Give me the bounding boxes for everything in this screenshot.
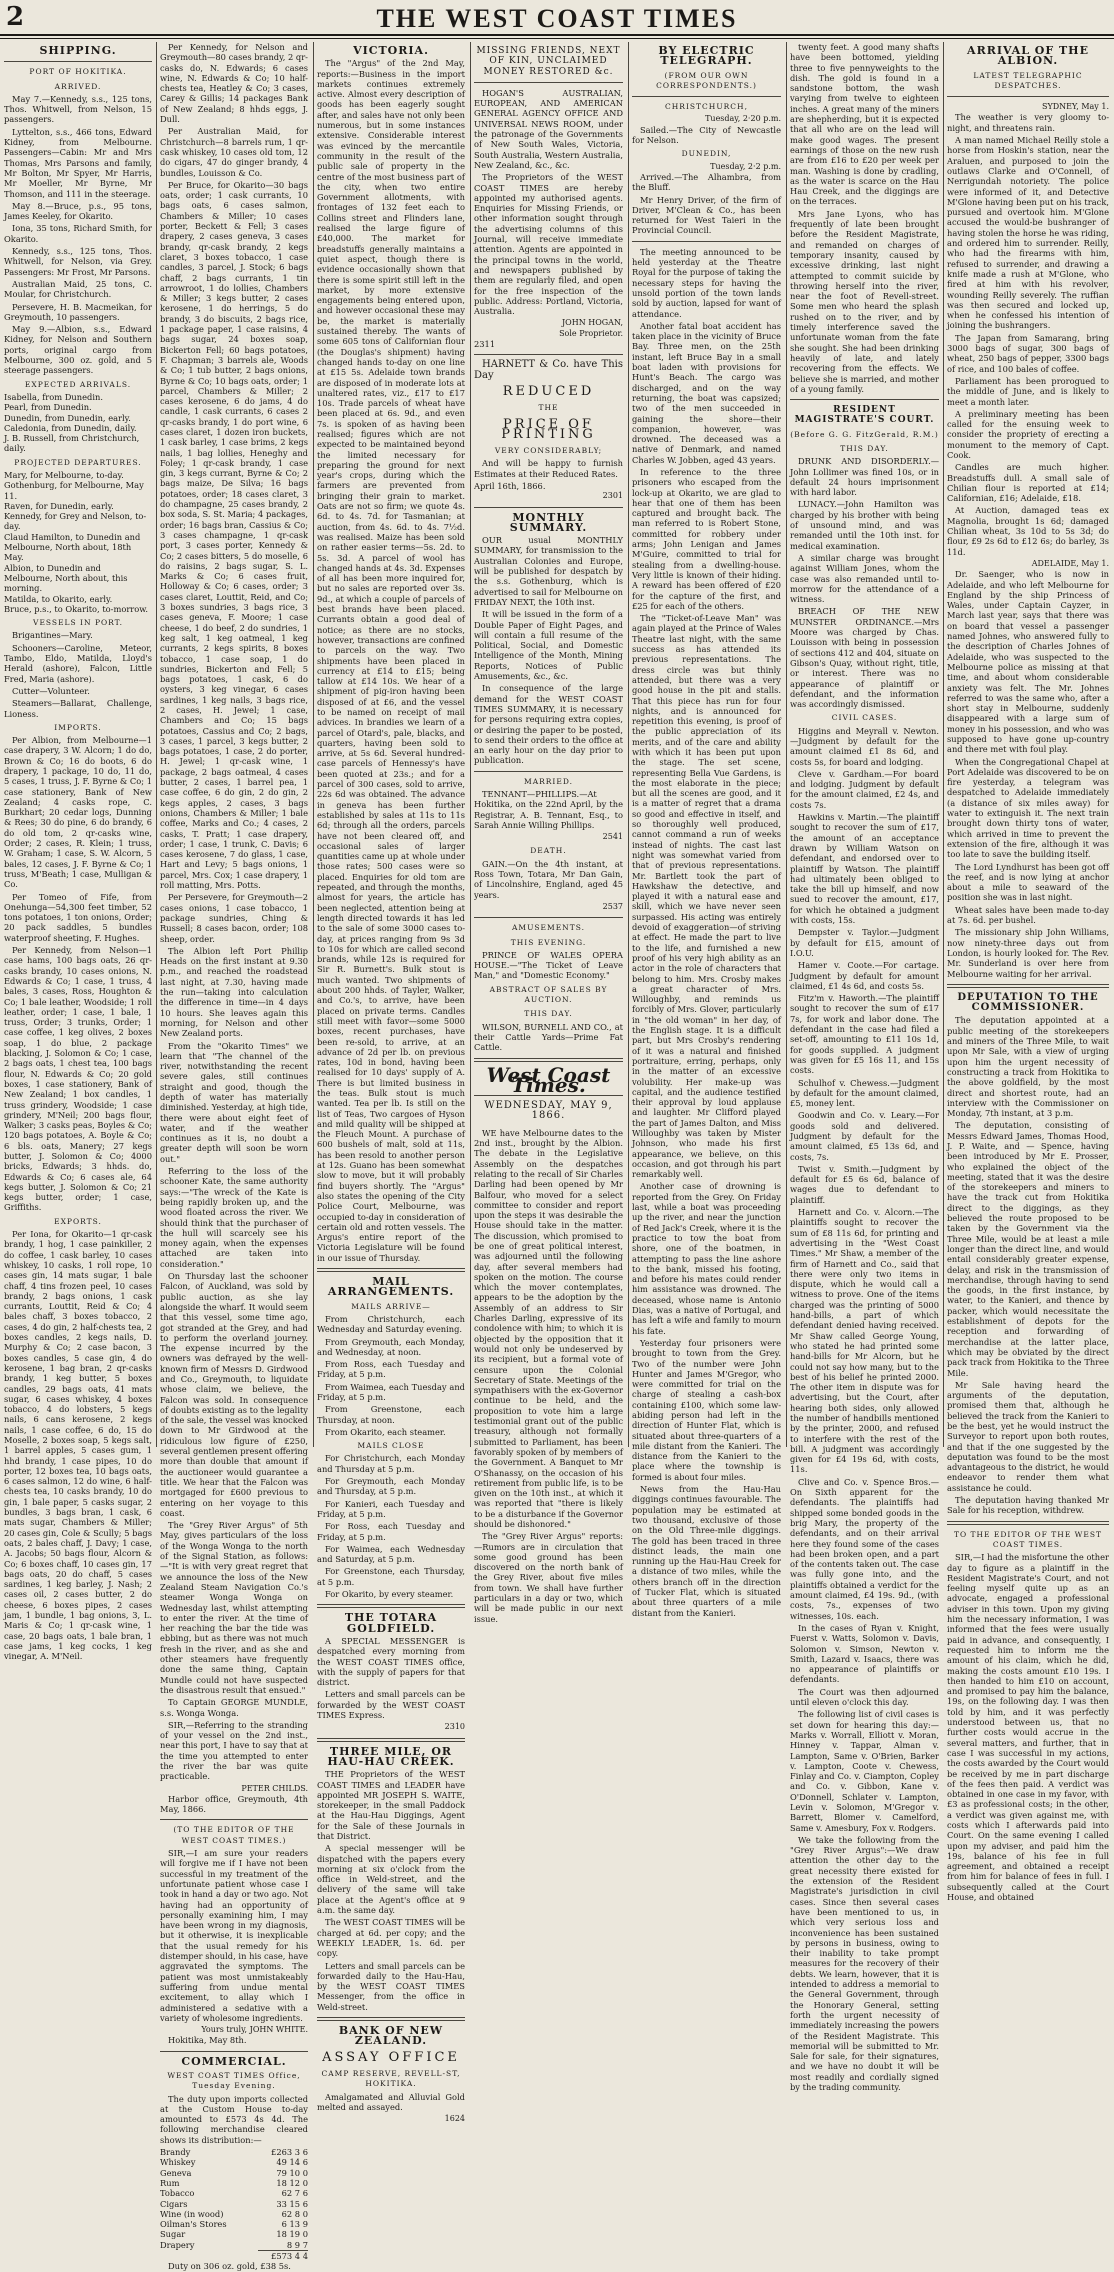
shipping-entry: Australian Maid, 25 tons, C. Moular, for Christchurch. — [4, 278, 152, 300]
column-rule — [786, 42, 787, 1447]
shipping-heading: SHIPPING. — [39, 44, 117, 57]
masthead — [0, 0, 1114, 36]
sales-text: WILSON, BURNELL AND CO., at their Cattle Yards—Prime Fat Cattle. — [474, 1021, 623, 1053]
port-heading: PORT OF HOKITIKA. — [29, 67, 127, 77]
albion-heading: ARRIVAL OF THE ALBION. — [967, 44, 1089, 68]
death-text: GAIN.—On the 4th instant, at Ross Town, Totara, Mr Dan Gain, of Lincolnshire, England, aged 45 years. — [474, 858, 623, 900]
list-item: For Waimea, each Wednesday and Saturday, at 5 p.m. — [317, 1543, 465, 1565]
court-case: Schulhof v. Chewess.—Judgment by default for the amount claimed, £5, money lent. — [790, 1077, 939, 1109]
imports-text: Per Tomeo of Fife, from Onehunga—54,300 feet timber, 52 tons potatoes, 1 ton onions, Order; 20 pack saddles, 5 bundles waterproof sheeting, F. Hughes. — [4, 891, 152, 943]
court-heading: RESIDENT MAGISTRATE'S COURT. — [794, 405, 935, 426]
list-item: Kennedy, for Grey and Nelson, to-day. — [4, 511, 147, 532]
news-paragraph: Another case of drowning is reported from the Grey. On Friday last, while a boat was proceeding up the river, and near the junction of Red Jack's Creek, where it is the practice to tow the boat from shore, one of the boatmen, in attempting to pass the line ashore to the bank, missed his footing, and before his mates could render him assistance was drowned. The deceased, whose name is Antonio Dias, was a native of Portugal, and has left a wife and family to mourn his fate. — [632, 1181, 781, 1336]
list-item: Matilda, to Okarito, early. — [4, 593, 113, 604]
item-amount: 18 19 0 — [276, 2229, 308, 2240]
victoria-text: The "Argus" of the 2nd May, reports:—Business in the import markets continues extremely active. Almost every description of goods has been eagerly sought after, and sales have not only been numerous, but in some instances extensive. Considerable interest was evinced by the mercantile community in the result of the public sale of property in the centre of the most business part of the city, when two entire Government allotments, with frontages of 132 feet each to Collins street and Flinders lane, realised the large figure of £40,000. The market for breadstuffs generally maintains a quiet aspect, though there is evidence occasionally shown that there is some spirit still left in the market, by more extensive engagements being entered upon, and however occasional these may be, the market is materially sustained thereby. The wants of some 605 tons of Californian flour (the Douglas's shipment) having changed hands to-day on one line at £15 5s. Adelaide town brands are disposed of in moderate lots at unaltered rates, viz., £17 to £17 10s. Trade parcels of wheat have been placed at 6s. 9d., and even 7s. is spoken of as having been realised; figures which are not expected to be maintained beyond the limited necessary for preparing the ground for next year's crops, during which the farmers are prevented from bringing their grain to market. Oats are not so firm; we quote 4s. 6d. to 4s. 7d. for Tasmanian; at auction, from 4s. 6d. to 4s. 7½d. was realised. Maize has been sold on rather easier terms—5s. 2d. to 5s. 3d. A parcel of wool has changed hands at 4s. 3d. Expenses of all has been more inquired for, but no sales are reported over 3s. 9d., at which a couple of parcels of best brands have been placed. Currants obtain a good deal of notice; as there are no stocks, however, transactions are confined to parcels on the way. Two shipments have been placed in currency at £14 to £15; being tallow at £14 10s. We hear of a shipment of pig-iron having been disposed of at £6, and the vessel to be named on receipt of mail advices. In brandies we learn of a parcel of Otard's, pale, blacks, and quarters, having been sold to arrive, at 5s 6d. Several hundred-case parcels of Hennessy's have been quoted at 23s.; and for a parcel of 300 cases, sold to arrive, 22s 6d was obtained. The advance in geneva has been further established by sales at 11s to 11s 6d; through all the orders, parcels have not been cleared off, and occasional sales of larger quantities came up at whole under those rates; 500 cases were so placed. Enquiries for old tom are repeated, and through the months, almost for years, the article has been neglected, attention being at length directed towards it has led to the sale of some 3000 cases to-day, at prices ranging from 9s 3d to 10s for which are called second brands, while 12s is required for Sir R. Burnett's. Bulk stout is much wanted. Two shipments of about 200 hhds. of Tayler, Walker, and Co.'s, to arrive, have been placed on private terms. Candles still meet with favor—some 5000 boxes, recent purchases, have been re-sold, to arrive, at an advance of 2d per lb. on previous rates, 10d in bond, having been realised for 10 days' supply of A. There is but limited business in the teas. Bulk stout is much wanted. Tea per lb. Is still on the list of Teas, Two cargoes of Hyson and mild quality will be shipped at the Fleuch Mount. A purchase of 600 bushels of malt, sold at 11s, has been resold to another person at 12s. Guano has been somewhat slow to move, but it will probably find buyers shortly. The "Argus" also states the opening of the City Police Court, Melbourne, was occupied to-day in consideration of certain old and rotten vessels. The Argus's entire report of the Victoria Legislature will be found in our issue of Thursday. — [317, 58, 465, 1263]
item-amount: 49 14 6 — [276, 2157, 308, 2168]
exports-text: Per Australian Maid, for Christchurch—8 barrels rum, 1 qr-cask whiskey, 10 cases old tom, 12 do cigars, 47 do ginger brandy, 4 bundles, Louisson & Co. — [160, 126, 308, 178]
letter-place: Harbor office, Greymouth, 4th May, 1866. — [160, 1793, 308, 1815]
divider — [947, 1521, 1109, 1525]
victoria-heading: VICTORIA. — [353, 44, 429, 57]
divider — [474, 82, 623, 83]
divider — [474, 917, 623, 918]
news-paragraph: The weather is very gloomy to-night, and threatens rain. — [947, 112, 1109, 133]
table-row — [160, 2240, 308, 2251]
column-rule — [943, 42, 944, 1447]
total-amount: £573 4 4 — [258, 2251, 308, 2262]
column-rule — [156, 42, 157, 1447]
divider — [474, 1058, 623, 1062]
ad-code: 1624 — [444, 2114, 465, 2124]
news-paragraph: From the "Okarito Times" we learn that "The channel of the river, notwithstanding the recent severe gales, still continues straight and good, though the depth of water has materially diminished. Yesterday, at high tide, there were about eight feet of water, and if the weather continues as it is, no doubt a greater depth will soon be worn out." — [160, 1040, 308, 1164]
harnett-text: And will be happy to furnish Estimates at their Reduced Rates. — [474, 458, 623, 479]
news-paragraph: The Japan from Samarang, bring 3000 bags of sugar, 300 bags of wheat, 250 bags of pepper, 3300 bags of rice, and 100 bales of coffee. — [947, 332, 1109, 374]
column-rule — [313, 42, 314, 1447]
editor-heading: (TO THE EDITOR OF THE WEST COAST TIMES.) — [173, 1825, 295, 1845]
exports-heading: EXPORTS. — [54, 1216, 102, 1226]
mail-heading: MAIL ARRANGEMENTS. — [327, 1275, 455, 1299]
totara-heading: THE TOTARA GOLDFIELD. — [344, 1611, 438, 1635]
telegraph-time: Tuesday, 2·20 p.m. — [705, 114, 781, 124]
mails-close-heading: MAILS CLOSE — [357, 1441, 425, 1451]
news-paragraph: The Lord Lyndhurst has been got off the reef, and is now lying at anchor about a mile to seaward of the position she was in last night. — [947, 861, 1109, 903]
column-rule — [470, 42, 471, 1447]
court-case: Fitz'm v. Haworth.—The plaintiff sought to recover the sum of £17 7s, for work and labor done. The defendant in the case had filed a set-off, amounting to £11 10s 1d, for goods supplied. A judgment was given for £5 16s 11, and 15s costs. — [790, 993, 939, 1076]
exports-text: Per Persevere, for Greymouth—2 cases onions, 1 case tobacco, 1 package sundries, Ching & Russell; 8 cases bacon, order; 108 sheep, order. — [160, 892, 308, 944]
shipping-entry: Kennedy, s.s., 125 tons, Thos. Whitwell, for Nelson, via Grey. Passengers: Mr Frost, Mr Parsons. — [4, 246, 152, 277]
list-item: J. B. Russell, from Christchurch, daily. — [4, 433, 140, 454]
news-paragraph: The deputation having thanked Mr Sale for his reception, withdrew. — [947, 1495, 1109, 1516]
news-paragraph: News from the Hau-Hau diggings continues favourable. The population may be estimated at two thousand, exclusive of those on the Old Three-mile diggings. The gold has been traced in three distinct leads, the main one running up the Hau-Hau Creek for a distance of two miles, while the others branch off in the direction of Tucker Flat, which is situated about three quarters of a mile distant from the Kanieri. — [632, 1484, 781, 1618]
list-item: From Greenstone, each Thursday, at noon. — [317, 1404, 465, 1425]
court-case: Clive and Co. v. Spence Bros.—On Sixth apparent for the defendants. The plaintiffs had shipped some bonded goods in the brig Mary, the property of the defendants, and on their arrival here they found some of the cases had been broken open, and a part of the contents taken out. The case was fully gone into, and the plaintiffs obtained a verdict for the amount claimed, £4 19s. 9d., (with costs, 7s., expenses of two witnesses, 10s. each. — [790, 1476, 939, 1621]
married-text: TENNANT—PHILLIPS.—At Hokitika, on the 22nd April, by the Registrar, A. B. Tennant, Esq., to Sarah Annie Willing Phillips. — [474, 789, 623, 830]
paper-title: West Coast Times. — [486, 1062, 611, 1097]
divider — [160, 2051, 308, 2052]
news-paragraph: Wheat sales have been made to-day at 7s. 6d. per bushel. — [947, 904, 1109, 926]
item-amount: 79 10 0 — [276, 2167, 308, 2178]
news-paragraph: A man named Michael Reilly stole a horse from Hoskin's station, near the Araluen, and purposed to join the outlaws Clarke and O'Connell, of Nerrigundah notoriety. The police were informed of it, and Detective M'Glone having been put on his track, pursued and overtook him. M'Glone accused the would-be bushranger of having stolen the horse he was riding, and ordered him to surrender. Reilly, who had the firearms with him, refused to surrender, and drawing a knife made a rush at M'Glone, who fired at him with his revolver, wounding Reilly severely. The ruffian was then secured and locked up, when he confessed his intention of joining the bushrangers. — [947, 135, 1109, 331]
list-item: Bruce, p.s., to Okarito, to-morrow. — [4, 603, 149, 614]
court-case: A similar charge was brought against William Jones, whom the case was also remanded until to-morrow for the attendance of a witness. — [790, 552, 939, 605]
ad-code: 2537 — [602, 901, 623, 911]
totara-text: A SPECIAL MESSENGER is despatched every morning from the WEST COAST TIMES office, with the supply of papers for that district. — [317, 1635, 465, 1688]
leader-text: WE have Melbourne dates to the 2nd inst., brought by the Albion. The debate in the Legislative Assembly on the despatches relating to the recall of Sir Charles Darling had been opened by Mr Balfour, who moved for a select committee to consider and report upon the steps it was desirable the House should take in the matter. The discussion, which promised to be one of great political interest, was adjourned until the following day, after several members had spoken on the motion. The course which the mover contemplates, appears to be the adoption by the Assembly of an address to Sir Charles Darling, expressive of its condolence with him; to which it is objected by the opposition that it would not only be undeserved by its recipient, but a formal vote of censure upon the Colonial Secretary of State. Meetings of the sympathisers with the ex-Governor continue to be held, and the proposition to vote him a large testimonial grant out of the public treasury, although not formally submitted to Parliament, has been favorably spoken of by members of the Government. A Banquet to Mr O'Shanassy, on the occasion of his retirement from public life, is to be given on the 10th inst., at which it was reported that "there is likely to be a disturbance if the Governor should be dishonored." — [474, 1127, 623, 1529]
court-day: THIS DAY. — [840, 443, 889, 453]
divider — [947, 96, 1109, 97]
item-name: Whiskey — [160, 2157, 196, 2168]
telegraph-time: Tuesday, 2·2 p.m. — [710, 161, 781, 171]
ad-code: 2301 — [602, 491, 623, 501]
news-paragraph: Mr Sale having heard the arguments of the deputation, promised them that, although he believed the track from the Kanieri to be the best, yet he would instruct the Surveyor to report upon both routes, and that if the one suggested by the deputation was found to be the most advantageous to the district, he would endeavor to render them what assistance he could. — [947, 1379, 1109, 1493]
news-paragraph: The "Ticket-of-Leave Man" was again played at the Prince of Wales Theatre last night, with the same success as has attended its previous representations. The dress circle was but thinly attended, but there was a very good house in the pit and stalls. That this piece has run for four nights, and is announced for repetition this evening, is proof of the public appreciation of its merits, and of the care and ability with which it has been put upon the stage. The set scene, representing Bella Vue Gardens, is the most elaborate in the piece; but all the scenes are good, and it is a matter of regret that a drama so good and effective in itself, and so thoroughly well produced, cannot command a run of weeks instead of nights. The cast last night was somewhat varied from that of previous representations. Mr. Bartlett took the part of Hawkshaw the detective, and played it with a natural ease and skill, which we have never seen surpassed. His acting was entirely devoid of exaggeration—of striving at effect. He made the part to live to the life, and furnished a new proof of his very high ability as an actor in the role of characters that belong to him. Mrs. Crosby makes a great character of Mrs. Willoughby, and reminds us forcibly of Mrs. Glover, particularly in "the old woman" in her day, of the English stage. It is a difficult part, but Mrs Crosby's rendering of it was a natural and finished portraiture, erring, perhaps, only in the matter of an excessive volubility. Her make-up was capital, and the audience testified their approval by loud applause and laughter. Mr Clifford played the part of James Dalton, and Miss Willoughby was taken by Mister Johnson, who made his first appearance, we believe, on this occasion, and got through his part remarkably well. — [632, 613, 781, 1180]
table-row — [160, 2178, 308, 2188]
column-4 — [474, 42, 623, 1624]
item-name: Sugar — [160, 2229, 186, 2240]
deputation-heading: DEPUTATION TO THE COMMISSIONER. — [957, 991, 1099, 1014]
newspaper-title: THE WEST COAST TIMES — [376, 4, 738, 33]
divider — [947, 984, 1109, 988]
news-paragraph: The Albion left Port Phillip Heads on the first instant at 9.30 p.m., and reached the roadstead last night, at 7.30, having made the run—taking into calculation the difference in time—in 4 days 10 hours. She leaves again this morning, for Nelson and other New Zealand ports. — [160, 945, 308, 1039]
imports-text: Per Albion, from Melbourne—1 case drapery, 3 W. Alcorn; 1 do do, Brown & Co; 16 do boots, 6 do drapery, 1 package, 10 do, 11 do, 5 cases, 1 truss, J. F. Byrne & Co; 1 case stationery, Bank of New Zealand; 4 casks rope, C. Burkhart; 20 cedar logs, Dunning & Rees; 30 do pine, 6 do brandy, 6 do old tom, 2 qr-casks wine, Order; 2 cases, R. Klein; 1 truss, W. Graham; 1 case, S. W. Alcorn, 5 bales, 12 cases, J. F. Byrne & Co; 1 truss, M'Beath; 1 case, Mulligan & Co. — [4, 735, 152, 890]
item-name: Rum — [160, 2177, 180, 2188]
court-case: Twist v. Smith.—Judgment by default for £5 6s 6d, balance of wages due to defendant to plaintiff. — [790, 1163, 939, 1205]
shipping-entry: Iona, 35 tons, Richard Smith, for Okarito. — [4, 223, 152, 244]
table-row — [160, 2209, 308, 2219]
list-item: Cutter—Volunteer. — [12, 685, 90, 696]
commercial-heading: COMMERCIAL. — [181, 2054, 287, 2068]
court-before: (Before G. G. FitzGerald, R.M.) — [790, 429, 939, 439]
news-paragraph: Parliament has been prorogued to the middle of June, and is likely to meet a month later. — [947, 375, 1109, 407]
three-mile-heading: THREE MILE, OR HAU-HAU CREEK. — [327, 1744, 455, 1768]
issue-date: WEDNESDAY, MAY 9, 1866. — [484, 1100, 613, 1122]
news-paragraph: The meeting announced to be held yesterday at the Theatre Royal for the purpose of taking the necessary steps for having the unsold portion of the town lands sold by auction, lapsed for want of attendance. — [632, 246, 781, 319]
list-item: For Okarito, by every steamer. — [325, 1589, 454, 1600]
table-row — [160, 2219, 308, 2229]
page-number: 2 — [6, 2, 25, 32]
table-row — [160, 2229, 308, 2239]
in-port-heading: VESSELS IN PORT. — [33, 618, 123, 628]
totara-text: Letters and small parcels can be forwarded by the WEST COAST TIMES Express. — [317, 1689, 465, 1721]
news-paragraph: On Thursday last the schooner Falcon, of Auckland, was sold by public auction, as she lay alongside the wharf. It would seem that this vessel, some time ago, got stranded at the Grey, and had to perform the overland journey. The expense incurred by the owners was defrayed by the well-known firm of Messrs D. Girdwood and Co., Greymouth, to liquidate whose claim, we believe, the Falcon was sold. In consequence of doubts existing as to the legality of the sale, the vessel was knocked down to Mr Girdwood at the ridiculous low figure of £250, several gentlemen present offering more than double that amount if the auctioneer would guarantee a title. We hear that the Falcon was mortgaged for £600 previous to entering on her voyage to this coast. — [160, 1271, 308, 1518]
telegraph-text: Arrived.—The Alhambra, from the Bluff. — [632, 171, 781, 193]
court-case: The Court was then adjourned until eleven o'clock this day. — [790, 1686, 939, 1708]
court-case: Hawkins v. Martin.—The plaintiff sought to recover the sum of £17, the amount of an acceptance drawn by William Watson on defendant, and endorsed over to plaintiff by Watson. The plaintiff had ultimately been obliged to take the bill up himself, and now sued to recover the amount, £17, for which he obtained a judgment with costs, 15s. — [790, 812, 939, 926]
telegraph-sub: (FROM OUR OWN CORRESPONDENTS.) — [656, 70, 757, 90]
table-row — [160, 2199, 308, 2209]
divider — [160, 1819, 308, 1820]
duty-table — [160, 2147, 308, 2261]
hogan-text: The Proprietors of the WEST COAST TIMES are hereby appointed my authorised agents. Enquiries for Missing Friends, or other information sought through the advertising columns of this Journal, will receive immediate attention. Agents are appointed in the principal towns in the world, and newspapers published by them are regularly filed, and open for the free inspection of the public. Address: Portland, Victoria, Australia. — [474, 172, 623, 317]
harnett-lead: HARNETT & Co. have This Day — [474, 359, 623, 381]
harnett-the: THE — [538, 403, 559, 413]
bank-heading: BANK OF NEW ZEALAND. — [338, 2024, 444, 2048]
news-paragraph: In reference to the three prisoners who escaped from the lock-up at Okarito, we are glad to hear that one of them has been captured and brought back. The man referred to is Robert Stone, committed for robbery under arms; John Lenigan and James M'Guire, committed to trial for stealing from a dwelling-house. Very little is known of their hiding. A reward has been offered of £20 for the capture of the first, and £25 for each of the others. — [632, 466, 781, 611]
item-name: Wine (in wood) — [160, 2208, 224, 2219]
table-row — [160, 2168, 308, 2178]
column-3 — [317, 42, 465, 2124]
summary-heading: MONTHLY SUMMARY. — [509, 510, 588, 534]
expected-heading: EXPECTED ARRIVALS. — [24, 379, 132, 389]
list-item: From Christchurch, each Wednesday and Saturday evening. — [317, 1313, 465, 1335]
news-paragraph: Dr. Saenger, who is now in Adelaide, and who left Melbourne for England by the ship Princess of Wales, under Captain Cayzer, in March last year, says that there was on board that vessel a passenger named Johnes, who answered fully to the description of Charles Johnes of Adelaide, who was suspected to the Melbourne police as missing at that time, and about whom considerable anxiety was felt. The Mr. Johnes referred to was the same who, after a short stay in Melbourne, suddenly disappeared with a large sum of money in his possession, and who was supposed to have gone up-country and there met with foul play. — [947, 569, 1109, 755]
news-paragraph: Mrs Jane Lyons, who has frequently of late been brought before the Resident Magistrate, and remanded on charges of temporary insanity, caused by excessive drinking, last night attempted to commit suicide by throwing herself into the river, near the foot of Revell-street. Some men who heard the splash rushed on to the river, and by timely interference saved the unfortunate woman from the fate she sought. She had been drinking heavily of late, and lately recovering from the effects. We believe she is married, and mother of a young family. — [790, 208, 939, 394]
summary-text: It will be issued in the form of a Double Paper of Eight Pages, and will contain a full resume of the Political, Social, and Domestic Intelligence of the Month, Mining Reports, Notices of Public Amusements, &c., &c. — [474, 609, 623, 682]
three-mile-text: A special messenger will be dispatched with the papers every morning at six o'clock from the office in Weld-street, and the delivery of the same will take place at the Agent's office at 9 a.m. the same day. — [317, 1843, 465, 1916]
summary-text: OUR usual MONTHLY SUMMARY, for transmission to the Australian Colonies and Europe, will be published for despatch by the s.s. Gothenburg, which is advertised to sail for Melbourne on FRIDAY NEXT, the 10th inst. — [474, 535, 623, 607]
telegraph-text: Mr Henry Driver, of the firm of Driver, M'Clean & Co., has been returned for West Taieri in the Provincial Council. — [632, 194, 781, 236]
news-paragraph: twenty feet. A good many shafts have been bottomed, yielding three to five pennyweights to the dish. The gold is found in a sandstone bottom, the wash varying from twelve to eighteen inches. A great many of the miners are shepherding, but it is expected that all who are on the lead will make good wages. The present earnings of those on the new rush are from £16 to £20 per week per man. Washing is done by cradling, as the water is scarce on the Hau Hau Creek, and the diggings are on the terraces. — [790, 42, 939, 207]
albion-sub: LATEST TELEGRAPHIC DESPATCHES. — [973, 70, 1083, 90]
list-item: From Okarito, each steamer. — [325, 1426, 446, 1437]
assay-location: CAMP RESERVE, REVELL-ST, HOKITIKA. — [321, 2068, 461, 2089]
divider — [790, 399, 939, 400]
missing-friends-heading: MISSING FRIENDS, NEXT OF KIN, UNCLAIMED MONEY RESTORED &c. — [476, 46, 621, 77]
list-item: For Kanieri, each Tuesday and Friday, at 5 p.m. — [317, 1498, 465, 1519]
dateline: ADELAIDE, May 1. — [1031, 558, 1109, 568]
letter-address: To Captain GEORGE MUNDLE, s.s. Wonga Wonga. — [160, 1697, 308, 1718]
letter-text: SIR,—I had the misfortune the other day to figure as a plaintiff in the Resident Magistrate's Court, and not feeling myself quite up as an advocate, engaged a professional adviser in this town. Upon my giving him the necessary information, I was informed that the fees were usually paid in advance, and consequently, I requested him to inform me the amount of his claim, which he did, making the costs amount £10 19s. I then handed to him £10 on account, and promised to pay him the balance, 19s, on the following day. I was then told by him, and it was perfectly understood between us, that no further costs would accrue in the several matters, and further, that in case I was successful in my actions, the costs awarded by the Court would be received by me in part discharge of the fees then paid. A verdict was obtained in one case in my favor, with £3 as professional costs; in the other, a verdict was given against me, with costs which I afterwards paid into Court. On the same evening I called upon my adviser, and paid him the 19s, balance of his fee in full agreement, and obtained a receipt from him for balance of fees in full. I subsequently called at the Court House, and obtained — [947, 1552, 1109, 1903]
list-item: For Christchurch, each Monday and Thursday at 5 p.m. — [317, 1453, 465, 1474]
sales-sub: THIS DAY. — [524, 1009, 573, 1019]
list-item: Steamers—Ballarat, Challenge, Lioness. — [4, 698, 152, 719]
list-item: Raven, for Dunedin, early. — [4, 500, 114, 511]
shipping-entry: May 7.—Kennedy, s.s., 125 tons, Thos. Whitwell, from Nelson, 15 passengers. — [4, 93, 152, 125]
court-case: Hamer v. Coote.—For cartage. Judgment by default for amount claimed, £1 4s 6d, and costs 5s. — [790, 960, 939, 991]
divider — [317, 1268, 465, 1272]
court-case: Dempster v. Taylor.—Judgment by default for £15, amount of I.O.U. — [790, 927, 939, 958]
shipping-entry: May 8.—Bruce, p.s., 95 tons, James Keeley, for Okarito. — [4, 200, 152, 222]
item-amount: 8 9 7 — [286, 2239, 308, 2250]
ad-code: 2541 — [602, 832, 623, 842]
list-item: Albion, to Dunedin and Melbourne, North about, this morning. — [4, 562, 128, 594]
harnett-price: PRICE OF PRINTING — [501, 416, 596, 442]
three-mile-text: Letters and small parcels can be forwarded daily to the Hau-Hau, by the WEST COAST TIMES Messenger, from the office in Weld-street. — [317, 1960, 465, 2012]
table-row — [160, 2157, 308, 2167]
news-paragraph: The deputation, consisting of Messrs Edward James, Thomas Hood, J. P. Waite, and — Spence, having been introduced by Mr E. Prosser, who explained the object of the meeting, stated that it was the desire of the storekeepers and miners to have the track cut from Hokitika direct to the diggings, as they believed the route proposed to be taken by the Government via the Three Mile, would be at least a mile longer than the direct line, and would entail considerably greater expense, delay, and risk in the transmission of merchandise, through having to send the goods, in the first instance, by water, to the Kanieri, and thence by packer, which would necessitate the establishment of depots for the reception and forwarding of merchandise at the latter place, which may be obviated by the direct pack track from Hokitika to the Three Mile. — [947, 1120, 1109, 1378]
news-paragraph: The "Grey River Argus" of 5th May, gives particulars of the loss of the Wonga Wonga to the north of the Signal Station, as follows:—"It is with very great regret that we announce the loss of the New Zealand Steam Navigation Co.'s steamer Wonga Wonga on Wednesday last, whilst attempting to enter the river. At the time of her reaching the bar the tide was ebbing, but as there was not much fresh in the river, and as she and other steamers have frequently done the same thing, Captain Mundle could not have suspected the disastrous result that ensued." — [160, 1520, 308, 1695]
masthead-rule — [0, 38, 1114, 39]
news-paragraph: Another fatal boat accident has taken place in the vicinity of Bruce Bay. Three men, on the 25th instant, left Bruce Bay in a small boat laden with provisions for Hunt's Beach. The cargo was discharged, and on the way returning, the boat was capsized; two of the men succeeded in gaining the shore—their companion, however, was drowned. The deceased was a native of Denmark, and named Charles W. Jobben, aged 43 years. — [632, 320, 781, 465]
column-2 — [160, 42, 308, 2272]
item-amount: 62 7 6 — [281, 2188, 308, 2199]
harnett-very: VERY CONSIDERABLY; — [494, 446, 603, 456]
ad-code: 2311 — [474, 339, 496, 350]
list-item: Brigantines—Mary. — [12, 630, 93, 641]
court-case: Cleve v. Gardham.—For board and lodging. Judgment by default for the amount claimed, £2 4s, and costs 7s. — [790, 768, 939, 810]
telegraph-heading: BY ELECTRIC TELEGRAPH. — [658, 44, 755, 68]
ad-code: 2310 — [444, 1722, 465, 1732]
arrived-heading: ARRIVED. — [54, 81, 102, 91]
item-name: Tobacco — [160, 2188, 195, 2199]
court-case: We take the following from the "Grey River Argus":—We draw attention the other day to the great necessity there existed for the extension of the Resident Magistrate's jurisdiction in civil cases. Since then several cases have been mentioned to us, in which very serious loss and inconvenience has been sustained by persons in business, owing to their inability to take prompt measures for the recovery of their debts. We learn, however, that it is intended to address a memorial to the General Government, through the Honorary General, setting forth the urgent necessity of immediately increasing the powers of the Resident Magistrate. This memorial will be submitted to Mr. Sale for sale, for their signatures, and we have no doubt it will be most readily and cordially signed by the trading community. — [790, 1834, 939, 2092]
news-paragraph: The missionary ship John Williams, now ninety-three days out from London, is hourly looked for. The Rev. Mr. Sunderland is over here from Melbourne waiting for her arrival. — [947, 927, 1109, 979]
gold-duty: Duty on 306 oz. gold, £38 5s. — [168, 2261, 291, 2272]
death-heading: DEATH. — [530, 846, 567, 856]
list-item: Dunedin, from Dunedin, early. — [4, 412, 131, 423]
list-item: For Ross, each Tuesday and Friday, at 5 p.m. — [317, 1521, 465, 1542]
imports-text: Per Kennedy, from Nelson—1 case hams, 100 bags oats, 26 qr-casks brandy, 10 cases onions, N. Edwards & Co; 1 case, 1 truss, 4 bales, 3 cases, Ross, Houghton & Co; 1 bale leather, Woodside; 1 roll leather, order; 1 case, 1 bale, 1 truss, Order; 3 trunks, Order; 1 case coffee, 1 keg olives, 2 boxes soap, 1 do blue, 2 package blacking, J. Solomon & Co; 1 case, 2 bags oats, 1 chest tea, 100 bags flour, N. Edwards & Co; 20 gold boxes, 1 case stationery, Bank of New Zealand; 1 box candles, 1 truss grindery, Woodside; 1 case grindery, M'Neil; 200 bags flour, Walker; 3 casks peas, Boyles & Co; 120 bags potatoes, A. Boyle & Co; 6 bls. oats, Manery; 27 kegs butter, J. Solomon & Co; 4000 bricks, Edwards; 3 hhds. do, Edwards & Co; 6 cases ale, 64 kegs butter, J. Solomon & Co; 21 kegs butter, order; 1 case, Griffiths. — [4, 945, 152, 1213]
court-case: Harnett and Co. v. Alcorn.—The plaintiffs sought to recover the sum of £8 11s 6d, for printing and advertising in the "West Coast Times." Mr Shaw, a member of the firm of Harnett and Co., said that there were only two items in dispute, which he would call a witness to prove. One of the items charged was the printing of 5000 hand-bills, a part of which defendant denied having received. Mr Shaw called George Young, who stated he had printed some hand-bills for Mr Alcorn, but he could not say how many, but to the best of his belief he printed 2000. The other item in dispute was for advertising, but the Court, after hearing both sides, only allowed the number of handbills mentioned by the printer, 2000, and refused to interfere with the rest of the bill. A judgment was accordingly given for £4 19s 6d, with costs, 11s. — [790, 1207, 939, 1475]
civil-cases-heading: CIVIL CASES. — [831, 713, 898, 723]
summary-text: In consequence of the large demand for the WEST COAST TIMES SUMMARY, it is necessary for persons requiring extra copies, or desiring the paper to be posted, to send their orders to the office at an early hour on the day prior to publication. — [474, 683, 623, 766]
list-item: From Ross, each Tuesday and Friday, at 5 p.m. — [317, 1359, 465, 1380]
news-paragraph: When the Congregational Chapel at Port Adelaide was discovered to be on fire yesterday, a telegram was despatched to Adelaide immediately (a distance of six miles away) for water to extinguish it. The next train brought down thirty tons of water, which arrived in time to prevent the extension of the fire, although it was too late to save the building itself. — [947, 756, 1109, 860]
shipping-entry: May 9.—Albion, s.s., Edward Kidney, for Nelson and Southern ports, original cargo from Melbourne, 300 oz. gold, and 5 steerage passengers. — [4, 324, 152, 376]
exports-text: Per Iona, for Okarito—1 qr-cask brandy, 1 hog, 1 case painkiller, 2 do coffee, 1 cask barley, 10 cases whiskey, 10 casks, 1 roll rope, 10 cases gin, 14 mats sugar, 1 bale chaff, 4 tins frozen peel, 10 cases brandy, 2 bags onions, 1 cask currants, Louttit, Reid & Co; 4 bales chaff, 3 boxes tobacco, 2 cases, 4 do gin, 2 half-chests tea, 2 boxes candles, 2 kegs nails, D. Murphy & Co; 2 case bacon, 3 boxes candles, 5 case gin, 4 do kerosene, 1 bag bran, 2 qr-casks brandy, 1 keg butter, 5 boxes candles, 29 bags oats, 41 mats sugar, 6 cases whiskey, 4 boxes tobacco, 4 do lobsters, 5 kegs nails, 6 cans kerosene, 2 kegs nails, 1 case coffee, 6 do, 15 do Moselle, 2 boxes soap, 5 kegs salt, 1 barrel apples, 5 cases gum, 1 hhd brandy, 1 case pipes, 10 do porter, 12 boxes tea, 10 bags oats, 6 cases salmon, 12 do wine, 6 half-chests tea, 10 casks brandy, 10 do gin, 1 bale paper, 5 casks sugar, 2 bundles, 3 bags bran, 1 cask, 6 mats sugar, Chambers & Miller; 20 cases gin, Cole & Scully; 5 bags oats, 2 bales chaff, J. Davy; 1 case, A. Jacobs; 50 bags flour, Alcorn & Co; 6 boxes chaff, 10 cases gin, 17 bags oats, 20 do chaff, 5 cases sardines, 1 keg barley, J. Nash; 2 cases oil, 2 cases butter, 2 do cheese, 6 boxes pipes, 2 cases jam, 1 bundle, 1 bag onions, 3, L. Maris & Co; 1 qr-cask wine, 1 case, 20 bags oats, 1 bale bran, 1 case jams, 1 keg cocks, 1 keg vinegar, A. M'Neil. — [4, 1229, 152, 1662]
assay-office-title: ASSAY OFFICE — [322, 2049, 460, 2065]
item-amount: £263 3 6 — [271, 2147, 308, 2158]
divider — [317, 1604, 465, 1608]
item-amount: 18 12 0 — [276, 2177, 308, 2188]
list-item: Isabella, from Dunedin. — [4, 391, 103, 402]
letter-signature: Yours truly, JOHN WHITE. — [201, 2025, 308, 2035]
list-item: For Greenstone, each Thursday, at 5 p.m. — [317, 1566, 465, 1587]
commercial-sub: WEST COAST TIMES Office, Tuesday Evening. — [167, 2071, 301, 2091]
item-name: Oilman's Stores — [160, 2219, 227, 2230]
item-name: Drapery — [160, 2240, 195, 2250]
assay-text: Amalgamated and Alluvial Gold melted and assayed. — [317, 2091, 465, 2112]
news-paragraph: The deputation appointed at a public meeting of the storekeepers and miners of the Three Mile, to wait upon Mr Sale, with a view of urging upon him the urgent necessity of constructing a track from Hokitika to the above goldfield, by the most direct and shortest route, had an interview with the Commissioner on Monday, 7th instant, at 3 p.m. — [947, 1015, 1109, 1119]
dateline: SYDNEY, May 1. — [1041, 102, 1109, 112]
exports-text: Per Bruce, for Okarito—30 bags oats, order; 1 cask currants, 10 bags oats, 6 cases salmon, Chambers & Miller; 10 cases porter, Beckett & Fell; 3 cases drapery, 2 cases geneva, 3 cases brandy, qr-cask brandy, 2 kegs claret, 3 boxes tobacco, 1 case candles, 3 parcel, J. Stock; 6 bags chaff, 2 bags currants, 1 tin arrowroot, 1 do lollies, Chambers & Miller; 3 kegs butter, 2 cases kerosene, 1 do herrings, 5 do brandy, 3 do biscuits, 2 bags rice, 1 package paper, 1 case raisins, 4 bags sugar, 24 boxes soap, Bickerton Fell; 60 bags potatoes, F. Chapman; 3 barrels ale, Woods & Co; 1 tub butter, 2 bags onions, Byrne & Co; 10 bags oats, order; 1 parcel, Chambers & Miller; 2 cases kerosene, 6 do jams, 4 do candle, 1 cask currants, 6 cases 2 qr-casks brandy, 1 do port wine, 6 cases claret, 1 dozen iron buckets, 1 cask barley, 1 case brims, 2 kegs nails, 1 bag lollies, Heneghy and Foley; 1 qr-cask brandy, 1 case gin, 3 kegs currant, Byrne & Co; 2 bags maize, De Silva; 16 bags potatoes, order; 18 cases claret, 3 do champagne, 25 cases brandy, 2 box soda, S. St. Maria; 4 packages, order; 16 bags bran, Cassius & Co; 3 cases champagne, 1 qr-cask port, 3 cases porter, Kennedy & Co; 2 cases bitters, 5 do moselle, 6 do raisins, 2 bags sugar, S. L. Marks & Co; 6 cases fruit, Holloway & Co; 6 cases, order; 3 cases claret, Louttit, Reid, and Co; 3 boxes sundries, 3 bags rice, 3 cases geneva, F. Moore; 1 case cheese, 1 do beef, 2 do sundries, 1 keg salt, 1 keg oatmeal, 1 keg currants, 2 kegs spirits, 8 boxes tobacco, 1 case soap, 1 do sundries, Bickerton and Fell; 5 bags potatoes, 1 cask, 6 do oysters, 3 keg vinegar, 6 cases sardines, 1 keg nails, 3 bags rice, 2 cases, H. Jewel; 1 case, Chambers and Co; 15 bags potatoes, Cassius and Co; 2 bags, 3 cases, 1 parcel, 3 kegs butter, 2 bags potatoes, 1 case, 2 do porter, H. Jewel; 1 qr-cask wine, 1 package, 2 bags oatmeal, 4 cases butter, 2 cases, 1 barrel pea, 1 case coffee, 6 do gin, 2 do gin, 2 kegs apples, 2 cases, 3 bags onions, Chambers & Miller; 1 bale coffee, Marks and Co.; 4 cases, 2 casks, T. Pratt; 1 case drapery, order; 1 case, 1 trunk, C. Davis; 6 cases kerosene, 7 do glass, 1 case, Hart and Levy; 5 bags onions, 1 parcel, Mrs. Cox; 1 case drapery, 1 roll matting, Mrs. Potts. — [160, 179, 308, 891]
column-6 — [790, 42, 939, 2092]
three-mile-text: THE Proprietors of the WEST COAST TIMES and LEADER have appointed MR JOSEPH S. WAITE, storekeeper, in the small Paddock at the Hau-Hau Diggings, Agent for the Sale of these Journals in that District. — [317, 1769, 465, 1841]
harnett-reduced: REDUCED — [502, 383, 595, 399]
exports-text: Per Kennedy, for Nelson and Greymouth—80 cases brandy, 2 qr-casks do, N. Edwards; 6 cases wine, N. Edwards & Co; 10 half-chests tea, Heatley & Co; 3 cases, Carey & Gillis; 14 packages Bank of New Zealand; 8 hhds eggs, J. Dull. — [160, 42, 308, 125]
news-paragraph: At Auction, damaged teas ex Magnolia, brought 1s 6d; damaged Chilian wheat, 3s 10d to 5s 3d; do flour, £9 2s 6d to £12 6s; do barley, 3s 11d. — [947, 505, 1109, 557]
amusements-heading: AMUSEMENTS. — [511, 923, 585, 933]
editor-heading: TO THE EDITOR OF THE WEST COAST TIMES. — [953, 1529, 1103, 1549]
divider — [474, 771, 623, 772]
court-case: The following list of civil cases is set down for hearing this day:—Marks v. Worrall, Elliott v. Moran, Hinney v. Tappar, Alman v. Lampton, Same v. O'Brien, Barker v. Lampton, Coote v. Chewess, Finlay and Co. v. Ciampton, Copley and Co. v. Gibbon, Kane v. O'Donnell, Schlater v. Lampton, Levin v. Solomon, M'Gregor v. Barrett, Blomer v. Camelford, Same v. Amesbury, Fox v. Rodgers. — [790, 1709, 939, 1833]
divider — [632, 96, 781, 97]
divider — [317, 1738, 465, 1742]
item-name: Geneva — [160, 2167, 192, 2178]
divider — [317, 2017, 465, 2021]
married-heading: MARRIED. — [524, 776, 573, 786]
harnett-date: April 16th, 1866. — [474, 480, 546, 491]
divider — [4, 61, 152, 62]
column-5 — [632, 42, 781, 1618]
list-item: Schooners—Caroline, Meteor, Tambo, Eldo, Matilda, Lloyd's Herald (ashore), Falcon, Little Fred, Maria (ashore). — [4, 642, 152, 684]
amusements-sub: THIS EVENING. — [510, 937, 587, 947]
list-item: Pearl, from Dunedin. — [4, 402, 92, 413]
court-case: In the cases of Ryan v. Knight, Fuerst v. Watts, Solomon v. Davis, Solomon v. Simson, Newton v. Smith, Lazard v. Isaacs, there was no appearance of plaintiffs or defendants. — [790, 1622, 939, 1685]
column-1 — [4, 42, 152, 1662]
letter-signature: PETER CHILDS. — [241, 1783, 308, 1793]
list-item: From Greymouth, each Monday, and Wednesday, at noon. — [317, 1336, 465, 1357]
telegraph-text: Sailed.—The City of Newcastle for Nelson. — [632, 124, 781, 146]
table-row — [160, 2147, 308, 2157]
news-paragraph: Referring to the loss of the schooner Kate, the same authority says:—"The wreck of the Kate is being rapidly broken up, and the wood floated across the river. We should think that the purchaser of the hull will scarcely see his money again, when the expenses attached are taken into consideration." — [160, 1166, 308, 1269]
imports-heading: IMPORTS. — [54, 722, 102, 732]
hogan-signature: JOHN HOGAN, — [561, 318, 623, 328]
letter-text: SIR,—I am sure your readers will forgive me if I have not been successful in my treatment of the unfortunate patient whose case I took in hand a day or two ago. Not having had an opportunity of personally examining him, I may have been wrong in my diagnosis, but it otherwise, it is inexplicable that the usual remedy for his distemper should, in his case, have aggravated the symptoms. The patient was most unmistakeably suffering from undue mental excitement, to allay which I administered a sedative with a variety of wholesome ingredients. — [160, 1848, 308, 2023]
item-amount: 6 13 9 — [281, 2219, 308, 2230]
list-item: For Greymouth, each Monday and Thursday, at 5 p.m. — [317, 1476, 465, 1497]
court-case: DRUNK AND DISORDERLY.—John Lollimer was fined 10s, or in default 24 hours imprisonment with hard labor. — [790, 456, 939, 498]
item-name: Brandy — [160, 2147, 191, 2158]
news-paragraph: Candles are much higher. Breadstuffs dull. A small sale of Chilian flour is reported at £14; Californian, £16; Adelaide, £18. — [947, 462, 1109, 504]
shipping-entry: Lyttelton, s.s., 466 tons, Edward Kidney, from Melbourne. Passengers—Cabin: Mr and Mrs Thomas, Mrs Parsons and family, Mr Bolton, Mr Spyer, Mr Harris, Mr Moeller, Mr Byrne, Mr Thomson, and 111 in the steerage. — [4, 126, 152, 199]
leader-text: The "Grey River Argus" reports:—Rumors are in circulation that some good ground has been discovered on the north bank of the Grey River, about five miles from town. We shall have further particulars in a day or two, which will be made public in our next issue. — [474, 1531, 623, 1624]
divider — [474, 507, 623, 508]
item-amount: 33 15 6 — [276, 2198, 308, 2209]
hogan-role: Sole Proprietor. — [559, 328, 623, 338]
table-row — [160, 2188, 308, 2198]
list-item: Claud Hamilton, to Dunedin and Melbourne, North about, 18th May. — [4, 531, 141, 563]
letter-text: SIR,—Referring to the stranding of your vessel on the 2nd inst., near this port, I have to say that at the time you attempted to enter the river the bar was quite practicable. — [160, 1719, 308, 1782]
news-paragraph: A preliminary meeting has been called for the ensuing week to consider the propriety of erecting a monument to the memory of Capt. Cook. — [947, 408, 1109, 460]
shipping-entry: Persevere, H. B. Macmeikan, for Greymouth, 10 passengers. — [4, 301, 152, 322]
departures-heading: PROJECTED DEPARTURES. — [14, 457, 142, 467]
news-paragraph: Yesterday four prisoners were brought to town from the Grey. Two of the number were John Hunter and James M'Gregor, who were committed for trial on the charge of stealing a cash-box containing £100, which some law-abiding person had left in the direction of Hunter Flat, which is situated about three-quarters of a mile distant from the Kanieri. The distance from the Kanieri to the place where the township is formed is about four miles. — [632, 1337, 781, 1482]
three-mile-text: The WEST COAST TIMES will be charged at 6d. per copy; and the WEEKLY LEADER, 1s. 6d. per copy. — [317, 1917, 465, 1959]
column-7 — [947, 42, 1109, 1903]
mails-arrive-heading: MAILS ARRIVE— — [351, 1301, 431, 1311]
hogan-text: HOGAN'S AUSTRALIAN, EUROPEAN, AND AMERICAN GENERAL AGENCY OFFICE AND UNIVERSAL NEWS ROOM, under the patronage of the Governments of New South Wales, Victoria, South Australia, Western Australia, New Zealand, &c., &c. — [474, 87, 623, 170]
commercial-text: The duty upon imports collected at the Custom House to-day amounted to £573 4s 4d. The following merchandise cleared shows its distribution:— — [160, 2093, 308, 2145]
list-item: Caledonia, from Dunedin, daily. — [4, 422, 137, 433]
court-case: LUNACY.—John Hamilton was charged by his brother with being of unsound mind, and was remanded until the 10th inst. for medical examination. — [790, 499, 939, 551]
court-case: BREACH OF THE NEW MUNSTER ORDINANCE.—Mrs Moore was charged by Chas. Louisson with being in possession of sections 412 and 404, situate on Gibson's Quay, without right, title, or interest. There was no appearance of plaintiff or defendant, and the information was accordingly dismissed. — [790, 606, 939, 710]
item-amount: 62 8 0 — [281, 2208, 308, 2219]
court-case: Higgins and Meyrall v. Newton.—Judgment by default for the amount claimed £1 8s 6d, and costs 5s, for board and lodging. — [790, 725, 939, 767]
divider — [474, 354, 623, 355]
item-name: Cigars — [160, 2198, 188, 2209]
letter-place: Hokitika, May 8th. — [168, 2035, 247, 2046]
column-rule — [628, 42, 629, 1447]
telegraph-place: DUNEDIN, — [681, 149, 732, 159]
telegraph-place: CHRISTCHURCH, — [665, 102, 748, 112]
list-item: From Waimea, each Tuesday and Friday, at 5 p.m. — [317, 1381, 465, 1402]
list-item: Gothenburg, for Melbourne, May 11. — [4, 480, 144, 501]
divider — [632, 241, 781, 242]
court-case: Goodwin and Co. v. Leary.—For goods sold and delivered. Judgment by default for the amount claimed, £5 13s 6d, and costs, 7s. — [790, 1110, 939, 1162]
list-item: Mary, for Melbourne, to-day. — [4, 469, 124, 480]
sales-heading: ABSTRACT OF SALES BY AUCTION. — [489, 984, 608, 1005]
table-row — [160, 2251, 308, 2262]
amusements-text: PRINCE OF WALES OPERA HOUSE.—"The Ticket of Leave Man," and "Domestic Economy." — [474, 949, 623, 981]
